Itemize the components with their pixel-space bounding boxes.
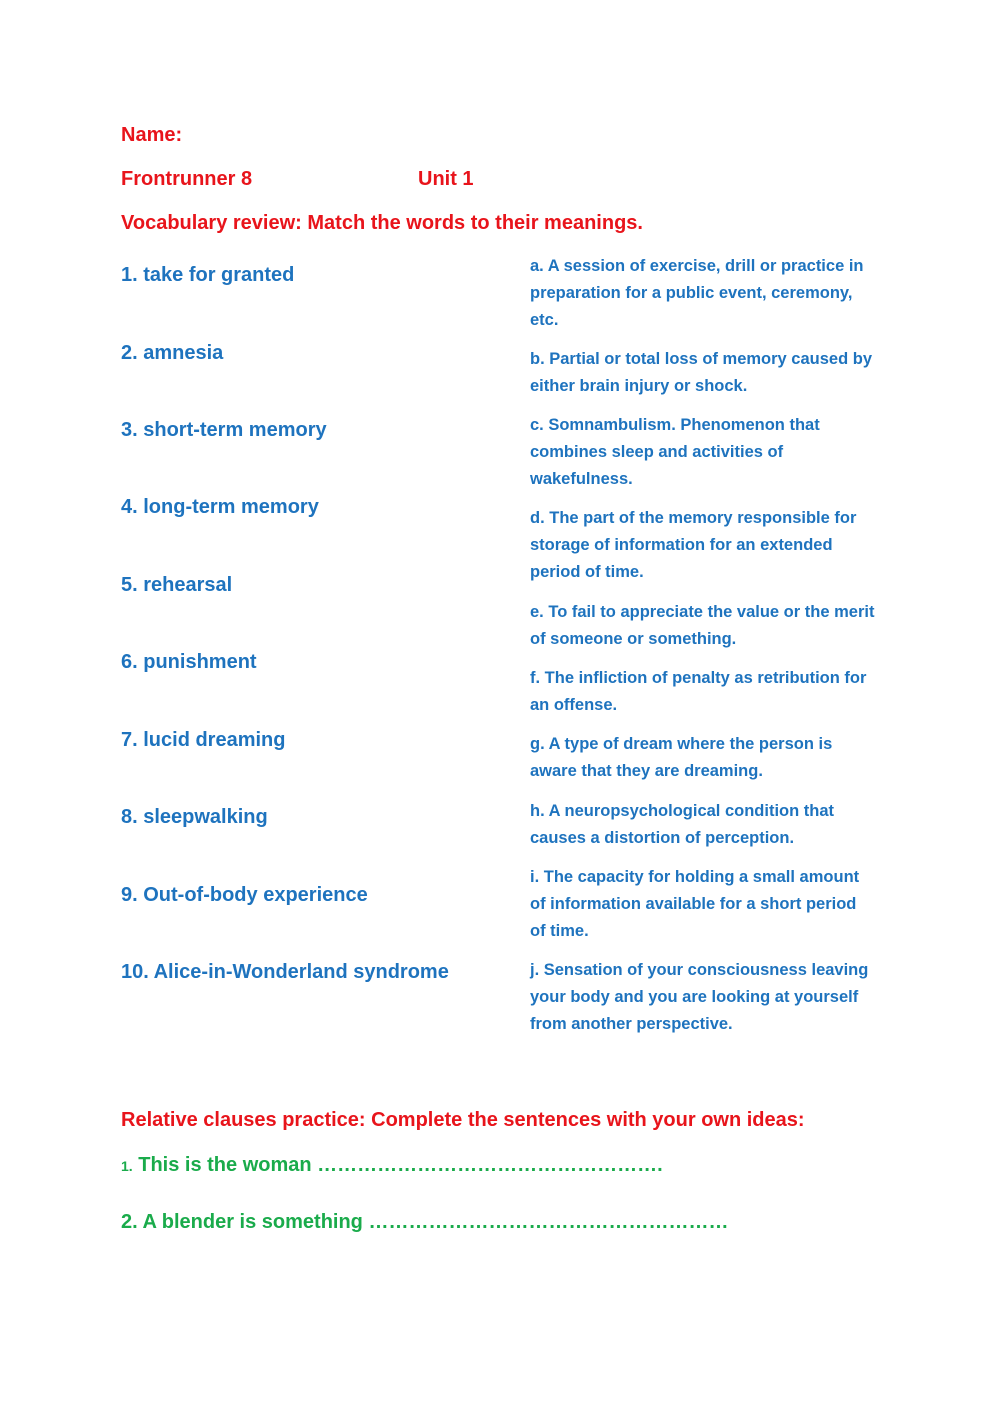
definition-item: d. The part of the memory responsible for storage of information for an extended period of time. [530, 509, 857, 581]
sentence-1-text: This is the woman ……………………………………………. [132, 1154, 663, 1176]
definition-item: e. To fail to appreciate the value or the merit of someone or something. [530, 603, 875, 648]
definition-item: f. The infliction of penalty as retribution for an offense. [530, 669, 867, 714]
definition-item: h. A neuropsychological condition that causes a distortion of perception. [530, 802, 835, 847]
term-item: 10. Alice-in-Wonderland syndrome [121, 961, 449, 983]
term-item: 7. lucid dreaming [121, 729, 286, 751]
term-item: 3. short-term memory [121, 419, 327, 441]
term-item: 6. punishment [121, 651, 257, 673]
term-item: 4. long-term memory [121, 496, 319, 518]
vocab-instruction: Vocabulary review: Match the words to their meanings. [121, 212, 643, 234]
definition-item: g. A type of dream where the person is aware that they are dreaming. [530, 735, 833, 780]
term-item: 1. take for granted [121, 264, 295, 286]
term-item: 2. amnesia [121, 342, 224, 364]
relative-instruction: Relative clauses practice: Complete the sentences with your own ideas: [121, 1109, 805, 1131]
definition-item: c. Somnambulism. Phenomenon that combines sleep and activities of wakefulness. [530, 416, 820, 488]
sentence-1 [121, 1154, 663, 1177]
definition-item: i. The capacity for holding a small amount of information available for a short period of time. [530, 868, 860, 940]
term-item: 9. Out-of-body experience [121, 884, 368, 906]
book-title: Frontrunner 8 [121, 168, 253, 190]
unit-label: Unit 1 [418, 168, 474, 190]
sentence-2: 2. A blender is something ……………………………………………… [121, 1211, 729, 1233]
definition-item: b. Partial or total loss of memory caused by either brain injury or shock. [530, 350, 873, 395]
name-label: Name: [121, 124, 183, 146]
term-item: 5. rehearsal [121, 574, 233, 596]
sentence-1-number: 1. [121, 1158, 133, 1174]
term-item: 8. sleepwalking [121, 806, 268, 828]
definition-item: j. Sensation of your consciousness leaving your body and you are looking at yourself from another perspective. [530, 961, 869, 1033]
definition-item: a. A session of exercise, drill or practice in preparation for a public event, ceremony, etc. [530, 257, 864, 329]
